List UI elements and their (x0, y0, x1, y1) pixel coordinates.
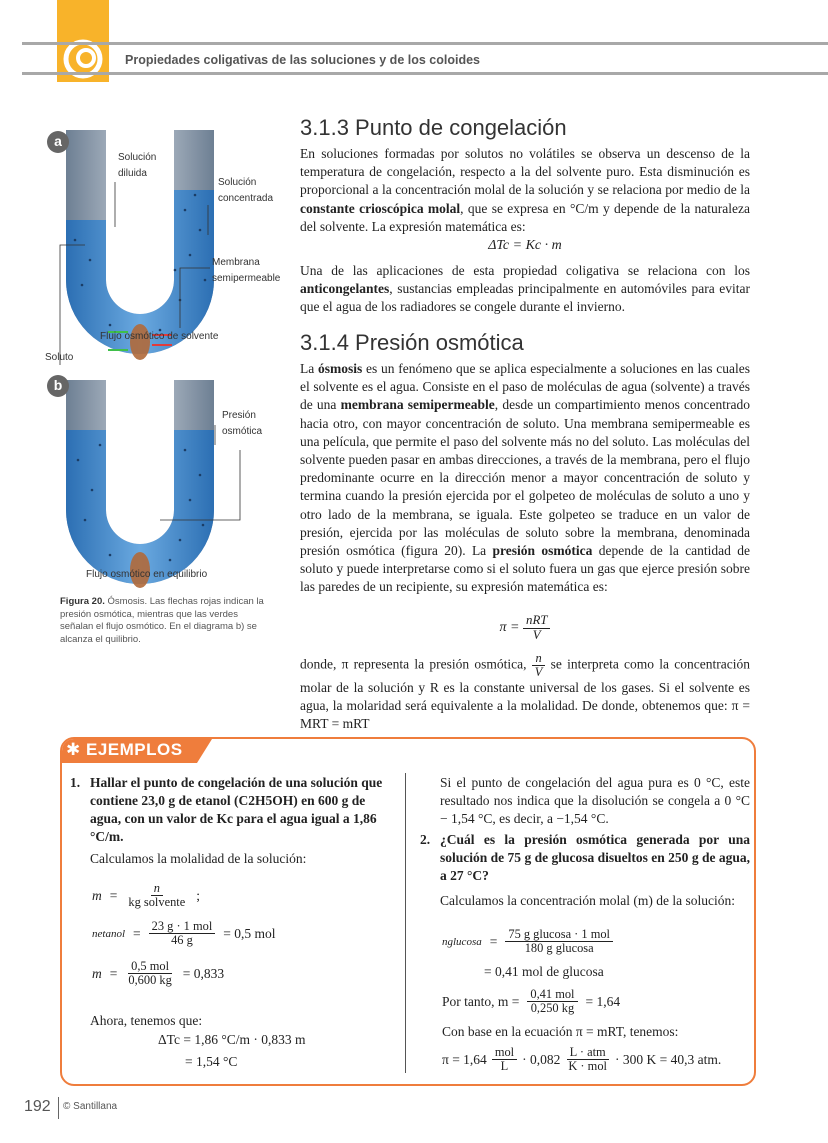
math-result: = 0,833 (182, 965, 225, 981)
text-run: La (300, 361, 318, 376)
fraction-denominator: 0,250 kg (530, 1001, 575, 1016)
text-run: donde, π representa la presión osmótica, (300, 656, 527, 672)
math-fraction (527, 988, 577, 1015)
fraction-numerator: n (532, 652, 544, 666)
section-313-paragraph-2 (300, 262, 750, 317)
formula-lhs: π = (499, 620, 520, 636)
fraction-numerator: 23 g · 1 mol (149, 920, 216, 934)
example-1-intro: Calculamos la molalidad de la solución: (90, 851, 307, 866)
banner-text: EJEMPLOS (85, 740, 183, 759)
label-solucion-concentrada: Solución concentrada (218, 177, 274, 204)
caption-text: Ósmosis. Las flechas rojas indican la presión osmótica, mientras que las verdes señalan el flujo osmótico. En el diagrama b) se alcanza el quilibrio. (60, 596, 264, 645)
math-fraction (492, 1046, 517, 1073)
question-text: ¿Cuál es la presión osmótica generada por una solución de 75 g de glucosa disueltos en 250 g de agua, a 27 °C? (440, 832, 750, 883)
header-title: Propiedades coligativas de las soluciones y de los coloides (125, 53, 480, 67)
fraction-denominator: V (532, 627, 541, 642)
term-osmosis: ósmosis (318, 361, 363, 376)
header-rule-bottom (22, 72, 828, 75)
example-2-intro: Calculamos la concentración molal (m) de la solución: (440, 893, 736, 908)
fraction-numerator: 75 g glucosa · 1 mol (505, 928, 613, 942)
osmotic-pressure-formula (300, 614, 750, 642)
section-title-314: 3.1.4 Presión osmótica (300, 330, 524, 355)
caption-label: Figura 20. (60, 596, 105, 607)
math-fraction (565, 1046, 610, 1073)
example-number: 1. (70, 775, 81, 790)
label-flujo-solvente: Flujo osmótico de solvente (100, 331, 219, 342)
formula-fraction (523, 614, 550, 642)
text-run: es un fenómeno que se aplica especialmente a soluciones en las cuales el solvente es el agua. Consiste en el paso de moléculas de agua (solvente) a través de una (300, 361, 750, 413)
question-text: Hallar el punto de congelación de una solución que contiene 23,0 g de etanol (C2H5OH) en 600 g de agua, con un valor de Kc para el agua igual a 1,86 °C/m. (90, 775, 383, 844)
semicolon: ; (196, 887, 200, 903)
fraction-numerator: 0,5 mol (128, 960, 172, 974)
equals-sign: = (133, 925, 141, 941)
fraction-denominator: V (534, 665, 543, 680)
example-2-osmotic-result (442, 1046, 721, 1073)
fraction-denominator: 180 g glucosa (524, 941, 594, 956)
example-1-conclusion: Si el punto de congelación del agua pura es 0 °C, este resultado nos indica que la disolución se congela a 0 °C − 1,54 °C, es decir, a −1,54 °C. (440, 775, 750, 826)
figure-badge-a: a (47, 131, 69, 153)
term-constante-crioscopica: constante crioscópica molal (300, 200, 461, 216)
math-fraction (125, 882, 188, 909)
term-anticongelantes: anticongelantes (300, 281, 390, 297)
math-var: nglucosa (442, 935, 482, 948)
example-1-moles (92, 920, 276, 947)
example-2-con-base: Con base en la ecuación π = mRT, tenemos: (442, 1024, 679, 1039)
fraction-denominator: K · mol (568, 1059, 607, 1074)
term-presion-osmotica: presión osmótica (492, 543, 593, 559)
fraction-denominator: kg solvente (128, 895, 186, 910)
math-result: = 0,5 mol (223, 925, 276, 941)
example-1-delta-t-result: = 1,54 °C (185, 1054, 238, 1069)
text-run: , que se expresa en °C/m y depende de la naturaleza del solvente. La expresión matemática es: (300, 200, 750, 234)
fraction-numerator: n (151, 882, 163, 896)
label-flujo-equilibrio: Flujo osmótico en equilibrio (86, 569, 208, 580)
equals-sign: = (489, 933, 498, 949)
example-1-ahora: Ahora, tenemos que: (90, 1013, 203, 1028)
section-title-313: 3.1.3 Punto de congelación (300, 115, 567, 140)
text-run: · 300 K = 40,3 atm. (614, 1051, 722, 1067)
math-fraction (149, 920, 216, 947)
section-314-paragraph-2 (300, 652, 750, 734)
examples-banner-title (66, 738, 183, 762)
section-313-paragraph-1 (300, 145, 750, 236)
fraction-denominator: 46 g (171, 933, 193, 948)
equals-sign: = (109, 887, 118, 903)
math-var: m (92, 887, 102, 903)
label-soluto: Soluto (45, 352, 74, 363)
fraction-denominator: 0,600 kg (128, 973, 172, 988)
example-1-molality-def (92, 882, 200, 909)
math-fraction (125, 960, 174, 987)
fraction-numerator: 0,41 mol (527, 988, 577, 1002)
page-number: 192 (24, 1098, 51, 1115)
publisher: © Santillana (63, 1101, 118, 1112)
fraction-numerator: nRT (523, 614, 550, 629)
math-var: netanol (92, 927, 125, 940)
fraction-numerator: L · atm (567, 1046, 609, 1060)
text-run: π = 1,64 (442, 1051, 487, 1067)
math-fraction (505, 928, 613, 955)
label-membrana-semipermeable: Membrana semipermeable (212, 257, 281, 284)
text-run: Una de las aplicaciones de esta propiedad coligativa se relaciona con los (300, 263, 750, 278)
footer-divider (58, 1097, 59, 1119)
label-solucion-diluida: Solución diluida (118, 152, 157, 179)
example-number: 2. (420, 832, 431, 847)
example-2-molality (442, 988, 620, 1015)
text-run: , desde un compartimiento menos concentrado hacia otro, con mayor concentración de soluto. Una membrana semipermeable es una película, que permite el paso del solvente más no del soluto. Las moléculas del solvente pueden pasar en ambas direcciones, a través de la membrana, pero el flujo predominante ocurre en la dirección menor a mayor concentración de soluto y termina cuando la presión ejercida por el golpeteo de moléculas de soluto a uno y otro lado de la membrana, se iguala. Este golpeteo se traduce en un valor de presión, ejercida por las moléculas de soluto sobre la membrana, denominada presión osmótica (figura 20). La (300, 397, 750, 559)
term-membrana-semipermeable: membrana semipermeable (340, 397, 495, 413)
text-run: , sustancias empleadas principalmente en automóviles para evitar que el agua de los radiadores se congele durante el invierno. (300, 281, 750, 315)
example-2-moles (442, 928, 613, 955)
figure-badge-b: b (47, 375, 69, 397)
equals-sign: = (109, 965, 118, 981)
section-314-paragraph-1 (300, 360, 750, 597)
inline-fraction (532, 652, 546, 679)
text-run: En soluciones formadas por solutos no volátiles se observa un descenso de la temperatura de congelación, respecto a la del solvente puro. Esta disminución es proporcional a la concentración molal de la solución y se relaciona por medio de la (300, 146, 750, 198)
figure-caption (60, 596, 265, 646)
fraction-numerator: mol (492, 1046, 517, 1060)
fraction-denominator: L (500, 1059, 509, 1074)
u-tube-b (66, 380, 214, 588)
text-run: se interpreta como la concentración molar de la solución y R es la constante universal de los gases. Si el solvente es agua, la molaridad será equivalente a la molalidad. De donde, obtenemos que: π = MRT = mRT (300, 656, 750, 732)
text-run: · 0,082 (522, 1051, 561, 1067)
example-2-question (420, 831, 750, 885)
example-1-molality (92, 960, 224, 987)
example-2-moles-result: = 0,41 mol de glucosa (484, 964, 604, 979)
examples-column-divider (405, 773, 406, 1073)
text-run: Por tanto, m = (442, 993, 520, 1009)
example-1-delta-t: ΔTc = 1,86 °C/m · 0,833 m (158, 1032, 306, 1047)
example-1-question (70, 774, 392, 846)
math-var: m (92, 965, 102, 981)
label-presion-osmotica: Presión osmótica (222, 410, 263, 437)
text-run: depende de la cantidad de soluto y puede interpretarse como si el soluto fuera un gas que ejerce presión sobre las paredes de un recipiente, su expresión matemática es: (300, 543, 751, 595)
freezing-point-formula: ΔTc = Kc · m (488, 238, 562, 253)
asterisk-icon: ✱ (66, 740, 81, 759)
header-rule-top (22, 42, 828, 45)
math-result: = 1,64 (585, 993, 621, 1009)
